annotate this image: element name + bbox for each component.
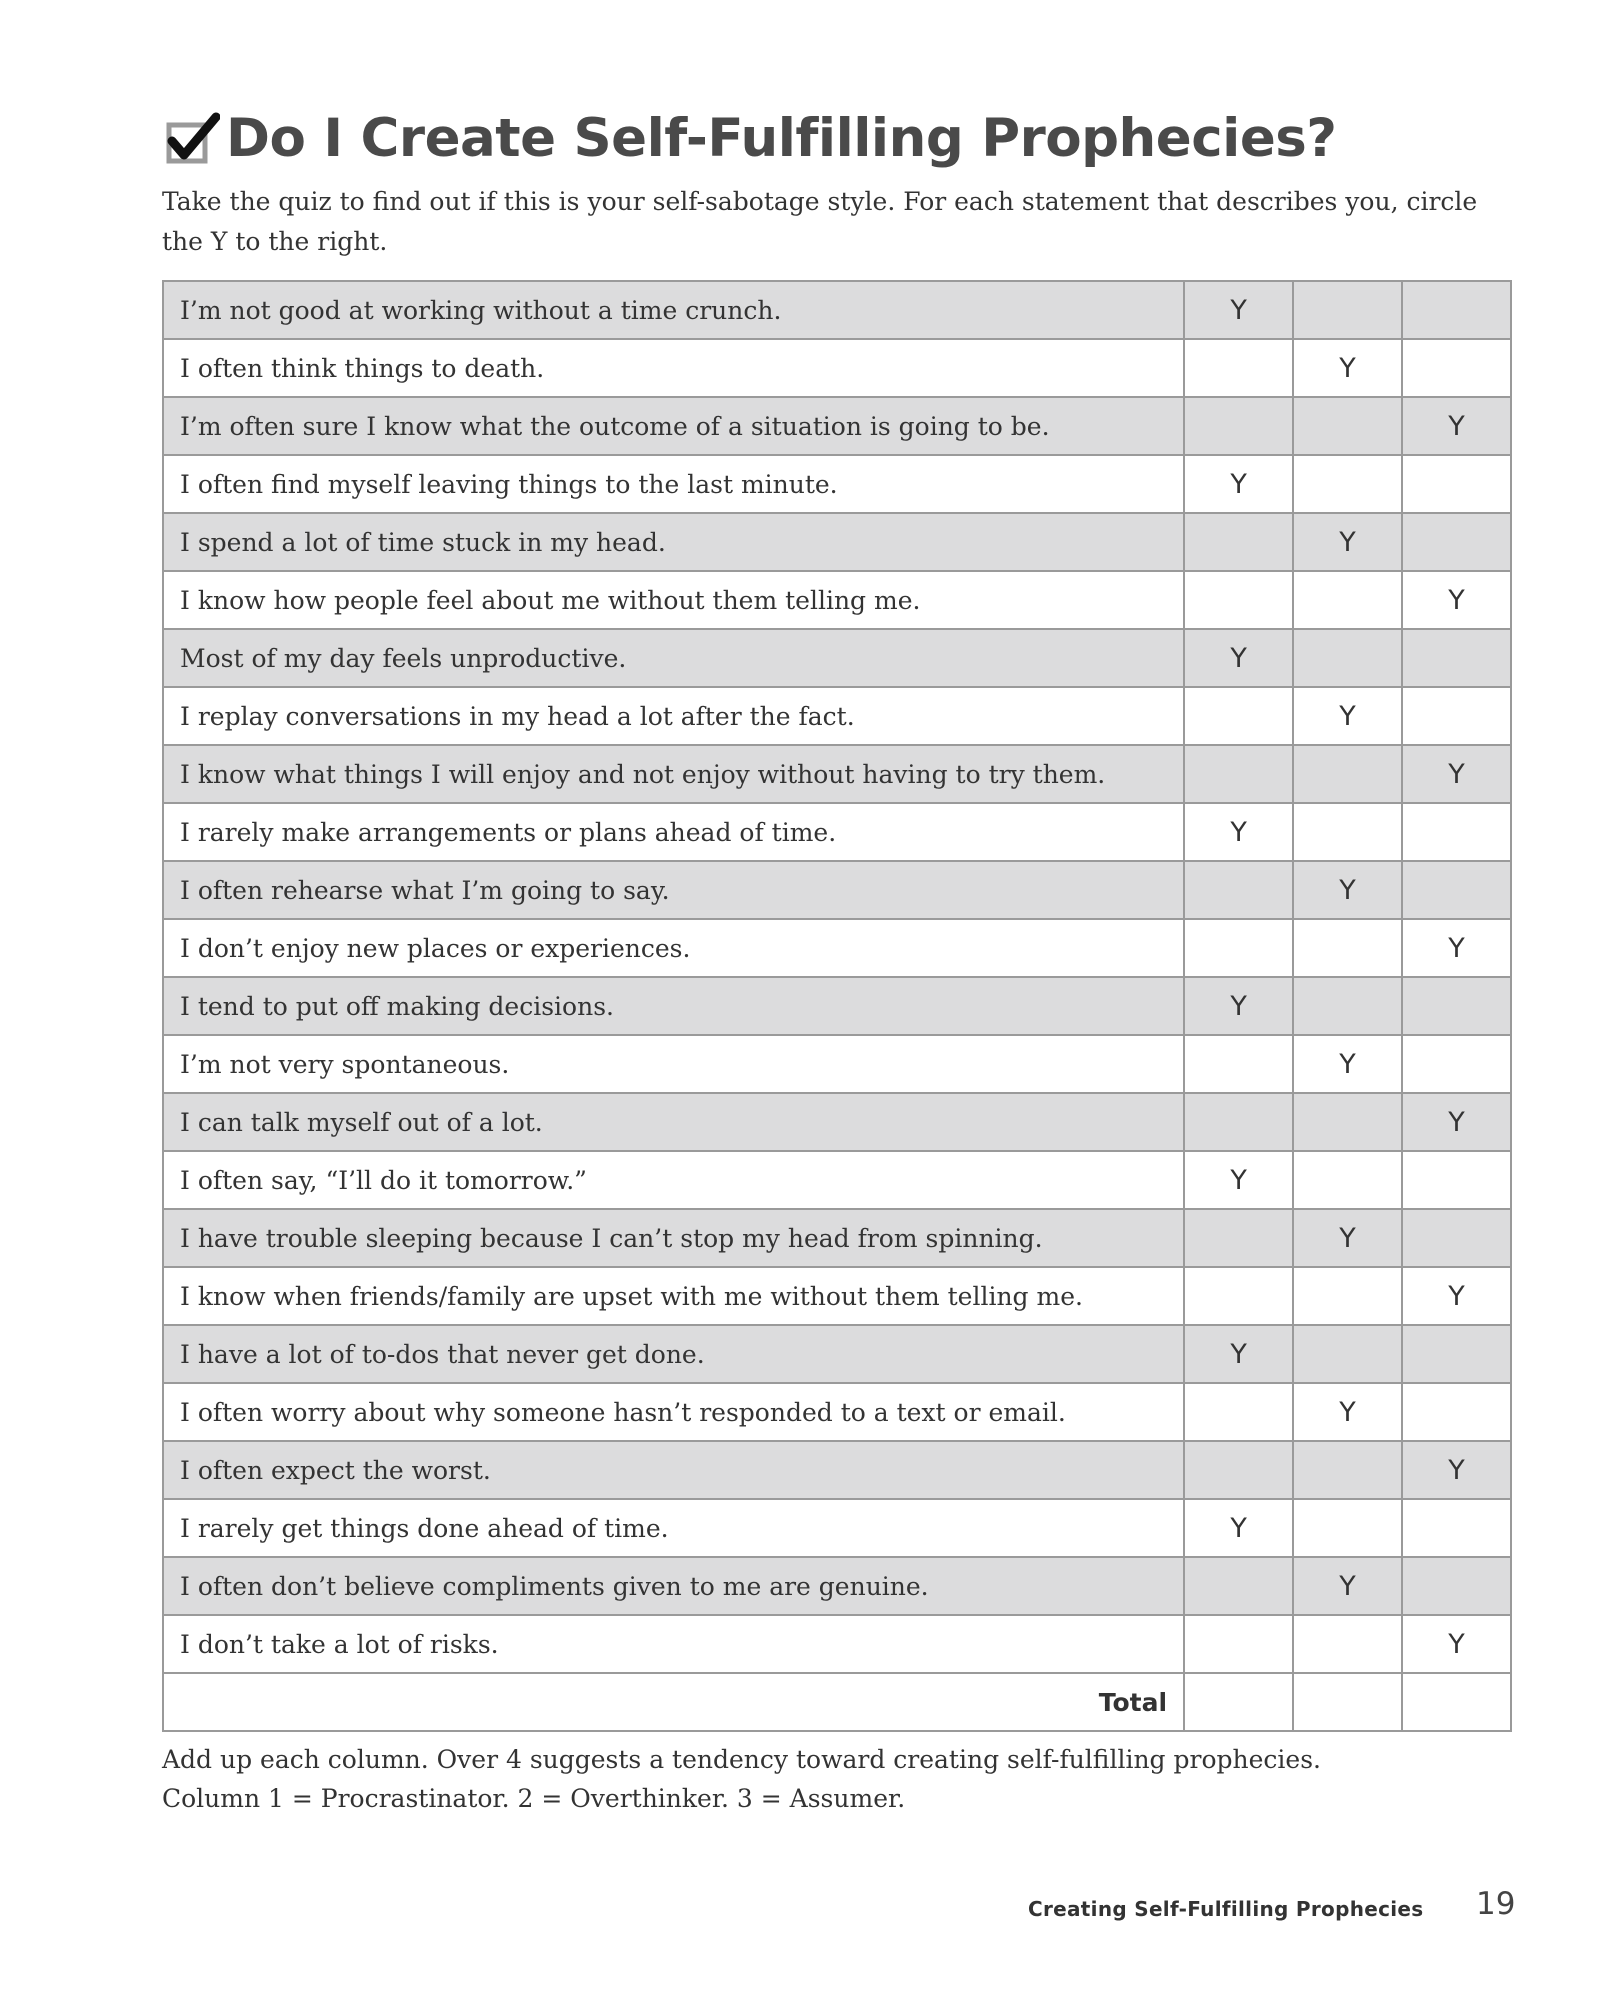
- yes-mark-column-1[interactable]: Y: [1184, 803, 1293, 861]
- quiz-statement: I know when friends/family are upset with me without them telling me.: [163, 1267, 1184, 1325]
- quiz-row: [163, 1035, 1511, 1093]
- yes-mark-column-1[interactable]: Y: [1184, 281, 1293, 339]
- quiz-statement: I often think things to death.: [163, 339, 1184, 397]
- empty-cell-column-1: [1184, 1267, 1293, 1325]
- empty-cell-column-3: [1402, 1499, 1511, 1557]
- empty-cell-column-1: [1184, 1093, 1293, 1151]
- empty-cell-column-2: [1293, 1093, 1402, 1151]
- quiz-statement: I often rehearse what I’m going to say.: [163, 861, 1184, 919]
- quiz-statement: I replay conversations in my head a lot after the fact.: [163, 687, 1184, 745]
- yes-mark-column-2[interactable]: Y: [1293, 1557, 1402, 1615]
- empty-cell-column-1: [1184, 397, 1293, 455]
- quiz-row: [163, 1383, 1511, 1441]
- running-head: Creating Self-Fulfilling Prophecies: [1028, 1897, 1424, 1921]
- empty-cell-column-2: [1293, 281, 1402, 339]
- empty-cell-column-1: [1184, 919, 1293, 977]
- empty-cell-column-1: [1184, 745, 1293, 803]
- total-cell-column-1[interactable]: [1184, 1673, 1293, 1731]
- empty-cell-column-3: [1402, 339, 1511, 397]
- quiz-row: [163, 397, 1511, 455]
- empty-cell-column-1: [1184, 1035, 1293, 1093]
- empty-cell-column-2: [1293, 1151, 1402, 1209]
- quiz-statement: I rarely get things done ahead of time.: [163, 1499, 1184, 1557]
- quiz-statement: I’m often sure I know what the outcome of a situation is going to be.: [163, 397, 1184, 455]
- empty-cell-column-3: [1402, 1557, 1511, 1615]
- empty-cell-column-2: [1293, 629, 1402, 687]
- yes-mark-column-1[interactable]: Y: [1184, 1151, 1293, 1209]
- empty-cell-column-3: [1402, 1383, 1511, 1441]
- total-cell-column-3[interactable]: [1402, 1673, 1511, 1731]
- empty-cell-column-3: [1402, 803, 1511, 861]
- empty-cell-column-1: [1184, 861, 1293, 919]
- page-title: Do I Create Self-Fulfilling Prophecies?: [226, 107, 1337, 169]
- checkbox-checked-icon: [166, 111, 220, 165]
- empty-cell-column-2: [1293, 1267, 1402, 1325]
- quiz-row: [163, 455, 1511, 513]
- quiz-statement: I don’t enjoy new places or experiences.: [163, 919, 1184, 977]
- footnote: [162, 1740, 1512, 1818]
- yes-mark-column-2[interactable]: Y: [1293, 687, 1402, 745]
- yes-mark-column-3[interactable]: Y: [1402, 1441, 1511, 1499]
- quiz-statement: I often expect the worst.: [163, 1441, 1184, 1499]
- empty-cell-column-3: [1402, 513, 1511, 571]
- yes-mark-column-3[interactable]: Y: [1402, 1267, 1511, 1325]
- empty-cell-column-3: [1402, 1325, 1511, 1383]
- quiz-row: [163, 1615, 1511, 1673]
- quiz-row: [163, 339, 1511, 397]
- empty-cell-column-2: [1293, 745, 1402, 803]
- empty-cell-column-3: [1402, 1209, 1511, 1267]
- quiz-row: [163, 1267, 1511, 1325]
- yes-mark-column-2[interactable]: Y: [1293, 513, 1402, 571]
- quiz-statement: I’m not very spontaneous.: [163, 1035, 1184, 1093]
- yes-mark-column-3[interactable]: Y: [1402, 1093, 1511, 1151]
- quiz-row: [163, 977, 1511, 1035]
- quiz-statement: I often say, “I’ll do it tomorrow.”: [163, 1151, 1184, 1209]
- quiz-row: [163, 687, 1511, 745]
- yes-mark-column-3[interactable]: Y: [1402, 745, 1511, 803]
- quiz-row: [163, 861, 1511, 919]
- empty-cell-column-3: [1402, 281, 1511, 339]
- quiz-row: [163, 1441, 1511, 1499]
- quiz-row: [163, 745, 1511, 803]
- total-row: [163, 1673, 1511, 1731]
- quiz-statement: I have a lot of to-dos that never get done.: [163, 1325, 1184, 1383]
- quiz-row: [163, 1557, 1511, 1615]
- empty-cell-column-1: [1184, 339, 1293, 397]
- yes-mark-column-1[interactable]: Y: [1184, 629, 1293, 687]
- empty-cell-column-1: [1184, 1383, 1293, 1441]
- empty-cell-column-2: [1293, 977, 1402, 1035]
- empty-cell-column-1: [1184, 513, 1293, 571]
- empty-cell-column-1: [1184, 687, 1293, 745]
- quiz-statement: I rarely make arrangements or plans ahead of time.: [163, 803, 1184, 861]
- quiz-statement: I can talk myself out of a lot.: [163, 1093, 1184, 1151]
- empty-cell-column-2: [1293, 1441, 1402, 1499]
- empty-cell-column-3: [1402, 861, 1511, 919]
- yes-mark-column-2[interactable]: Y: [1293, 1209, 1402, 1267]
- empty-cell-column-3: [1402, 1035, 1511, 1093]
- quiz-row: [163, 803, 1511, 861]
- yes-mark-column-3[interactable]: Y: [1402, 397, 1511, 455]
- total-label: Total: [163, 1673, 1184, 1731]
- quiz-row: [163, 571, 1511, 629]
- quiz-row: [163, 513, 1511, 571]
- yes-mark-column-2[interactable]: Y: [1293, 339, 1402, 397]
- quiz-row: [163, 1209, 1511, 1267]
- yes-mark-column-2[interactable]: Y: [1293, 1383, 1402, 1441]
- yes-mark-column-3[interactable]: Y: [1402, 571, 1511, 629]
- empty-cell-column-2: [1293, 1325, 1402, 1383]
- quiz-row: [163, 629, 1511, 687]
- yes-mark-column-2[interactable]: Y: [1293, 861, 1402, 919]
- quiz-row: [163, 281, 1511, 339]
- yes-mark-column-1[interactable]: Y: [1184, 1499, 1293, 1557]
- quiz-statement: I often find myself leaving things to the last minute.: [163, 455, 1184, 513]
- yes-mark-column-3[interactable]: Y: [1402, 919, 1511, 977]
- quiz-row: [163, 919, 1511, 977]
- empty-cell-column-3: [1402, 1151, 1511, 1209]
- empty-cell-column-1: [1184, 571, 1293, 629]
- quiz-row: [163, 1151, 1511, 1209]
- page-number: 19: [1476, 1886, 1516, 1922]
- empty-cell-column-2: [1293, 1615, 1402, 1673]
- empty-cell-column-1: [1184, 1441, 1293, 1499]
- empty-cell-column-3: [1402, 977, 1511, 1035]
- empty-cell-column-1: [1184, 1209, 1293, 1267]
- empty-cell-column-2: [1293, 455, 1402, 513]
- quiz-statement: I don’t take a lot of risks.: [163, 1615, 1184, 1673]
- yes-mark-column-1[interactable]: Y: [1184, 977, 1293, 1035]
- quiz-statement: I know what things I will enjoy and not enjoy without having to try them.: [163, 745, 1184, 803]
- yes-mark-column-3[interactable]: Y: [1402, 1615, 1511, 1673]
- footnote-column-key: Column 1 = Procrastinator. 2 = Overthinker. 3 = Assumer.: [162, 1784, 906, 1813]
- yes-mark-column-1[interactable]: Y: [1184, 455, 1293, 513]
- quiz-row: [163, 1093, 1511, 1151]
- quiz-row: [163, 1499, 1511, 1557]
- yes-mark-column-1[interactable]: Y: [1184, 1325, 1293, 1383]
- quiz-statement: I tend to put off making decisions.: [163, 977, 1184, 1035]
- quiz-statement: I’m not good at working without a time crunch.: [163, 281, 1184, 339]
- quiz-statement: I spend a lot of time stuck in my head.: [163, 513, 1184, 571]
- empty-cell-column-2: [1293, 571, 1402, 629]
- empty-cell-column-1: [1184, 1557, 1293, 1615]
- total-cell-column-2[interactable]: [1293, 1673, 1402, 1731]
- empty-cell-column-3: [1402, 687, 1511, 745]
- quiz-statement: I often don’t believe compliments given to me are genuine.: [163, 1557, 1184, 1615]
- yes-mark-column-2[interactable]: Y: [1293, 1035, 1402, 1093]
- empty-cell-column-2: [1293, 1499, 1402, 1557]
- empty-cell-column-2: [1293, 803, 1402, 861]
- empty-cell-column-3: [1402, 629, 1511, 687]
- empty-cell-column-2: [1293, 397, 1402, 455]
- empty-cell-column-1: [1184, 1615, 1293, 1673]
- quiz-statement: Most of my day feels unproductive.: [163, 629, 1184, 687]
- quiz-statement: I have trouble sleeping because I can’t stop my head from spinning.: [163, 1209, 1184, 1267]
- title-row: [166, 98, 1337, 178]
- quiz-row: [163, 1325, 1511, 1383]
- empty-cell-column-3: [1402, 455, 1511, 513]
- empty-cell-column-2: [1293, 919, 1402, 977]
- quiz-statement: I often worry about why someone hasn’t responded to a text or email.: [163, 1383, 1184, 1441]
- footnote-instructions: Add up each column. Over 4 suggests a tendency toward creating self-fulfilling prophecies.: [162, 1745, 1321, 1774]
- intro-text: Take the quiz to find out if this is your self-sabotage style. For each statement that describes you, circle the Y to the right.: [162, 187, 1478, 256]
- quiz-statement: I know how people feel about me without them telling me.: [163, 571, 1184, 629]
- quiz-table: [162, 280, 1512, 1732]
- quiz-body: [163, 281, 1511, 1731]
